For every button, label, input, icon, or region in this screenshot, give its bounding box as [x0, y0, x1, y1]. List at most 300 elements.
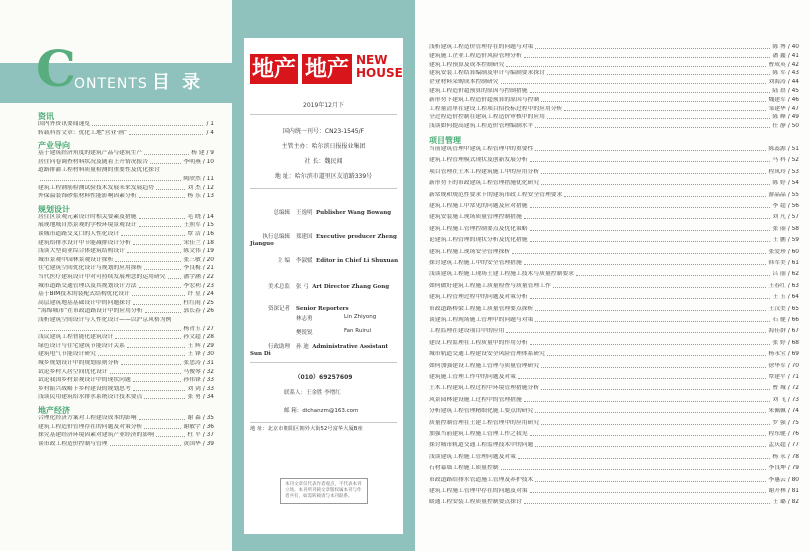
toc-entry[interactable] — [38, 214, 214, 221]
toc-entry[interactable] — [38, 121, 214, 128]
toc-entry-title: 转载科普文章：优化工地“营业·画” — [38, 129, 128, 136]
toc-entry-author: 任 静 — [772, 123, 786, 130]
toc-entry-page: / 20 — [202, 256, 214, 263]
toc-entry-page: / 78 — [787, 453, 799, 460]
toc-entry-title: 居住问卷调查材料状况及随着上升情况报告 — [38, 158, 149, 165]
staff-title: 美术总监 — [267, 284, 290, 290]
toc-entry-page: / 59 — [787, 237, 799, 244]
dot-leader — [535, 442, 766, 447]
toc-entry[interactable] — [429, 249, 799, 256]
toc-entry-author: 徐华军 — [768, 362, 786, 369]
dot-leader — [173, 317, 210, 322]
staff-name-en: Executive producer Zheng Jianguo — [250, 234, 397, 247]
toc-entry-author: 毛 晓 — [187, 213, 201, 220]
dot-leader — [133, 240, 182, 245]
logo-en — [356, 54, 403, 80]
toc-entry-author: 孟庆超 — [768, 442, 786, 449]
toc-entry-page: / 63 — [787, 282, 799, 289]
contents-big-letter: C — [36, 39, 76, 98]
toc-entry[interactable] — [429, 157, 799, 164]
toc-entry-page: / 56 — [787, 203, 799, 209]
toc-entry-author: 杨 永 — [772, 453, 786, 460]
masthead-page — [232, 0, 415, 551]
toc-entry[interactable] — [429, 374, 799, 381]
toc-entry-title: 外保温装饰砂浆材料性能影响因素分析 — [38, 193, 137, 200]
toc-entry[interactable] — [429, 44, 799, 51]
toc-entry-page: / 39 — [202, 440, 214, 447]
reporter-name: 樊锐锐 — [296, 330, 313, 336]
toc-entry[interactable] — [38, 308, 214, 315]
toc-entry-author: 张爱珍 — [768, 248, 786, 255]
toc-entry[interactable] — [38, 159, 214, 166]
toc-entry-title: 基于建筑经济角度的建筑产品与建筑生产 — [38, 150, 143, 157]
staff-row — [250, 284, 400, 291]
toc-entry[interactable] — [38, 231, 214, 238]
toc-entry-title: 谈城市道路交叉口的人性化设计 — [38, 231, 120, 237]
toc-entry[interactable] — [429, 70, 799, 77]
contact-label: 邮 箱： — [284, 408, 303, 414]
info-line: 地 址：哈尔滨市道里区友谊路339号 — [274, 173, 373, 180]
dot-leader — [530, 88, 771, 93]
toc-entry-page: / 22 — [202, 274, 214, 280]
contents-heading-en: ONTENTS — [74, 76, 148, 92]
toc-entry-author: 李惠云 — [768, 476, 786, 483]
toc-entry-title: “海绵城市”在市政道路设计中的应用分析 — [38, 308, 143, 315]
toc-entry-title: 居住区景观元素设计时相关要素及措施 — [38, 213, 137, 220]
toc-entry-title: 工程量清单在建设工程项目招投标过程中的应用分析 — [429, 105, 563, 112]
toc-entry-title: 建筑工程钢筋检测试验技术发展未来发展趋势 — [38, 184, 154, 191]
toc-entry[interactable] — [429, 123, 799, 130]
toc-entry-author: 李 超 — [772, 203, 786, 209]
toc-entry-title: 风景园林建设施工过程中的管理措施 — [429, 396, 522, 403]
toc-entry[interactable] — [38, 283, 214, 290]
toc-entry-title: 浅谈如何提高建筑工程造价管理编制水平 — [429, 123, 534, 130]
info-line: 社 长：魏民闻 — [304, 158, 343, 165]
staff-title: 执行总编辑 — [262, 234, 290, 240]
reporter-name-en: Lin Zhiyong — [344, 314, 377, 320]
toc-entry-title: 绿色设计与住宅建筑节能设计关系 — [38, 342, 125, 349]
toc-entry[interactable] — [429, 62, 799, 69]
toc-entry-page: / 30 — [202, 351, 214, 358]
dot-leader — [162, 167, 210, 172]
toc-entry[interactable] — [429, 317, 799, 324]
toc-entry[interactable] — [429, 271, 799, 278]
dot-leader — [168, 274, 182, 279]
toc-entry-page: / 54 — [787, 180, 799, 187]
staff-row — [250, 234, 400, 248]
staff-row — [250, 344, 400, 358]
dot-leader — [501, 79, 767, 84]
contents-heading-cn: 目 录 — [151, 72, 204, 93]
dot-leader — [541, 180, 770, 185]
info-line: 国内统一刊号：CN23-1545/F — [282, 128, 365, 135]
toc-entry[interactable] — [429, 146, 799, 153]
toc-entry-author: 陈 军 — [772, 70, 786, 77]
staff-name-en: Administrative Assistant Sun Di — [250, 344, 388, 357]
toc-entry-page: / 24 — [202, 291, 214, 298]
dot-leader — [524, 397, 771, 402]
toc-entry-title: 浅析建筑空间设计与人性化设计——以沪京风格为例 — [38, 317, 172, 323]
toc-section-heading: 规划设计 — [38, 204, 70, 214]
dot-leader — [535, 317, 770, 322]
toc-entry-author: 杨 建 — [191, 150, 205, 157]
toc-entry[interactable] — [429, 203, 799, 210]
toc-entry[interactable] — [429, 106, 799, 113]
toc-entry-page: / 52 — [787, 157, 799, 164]
toc-entry-page: / 42 — [787, 61, 799, 68]
dot-leader — [139, 415, 186, 420]
toc-entry-author: 张 勇 — [187, 394, 201, 401]
dot-leader — [535, 408, 766, 413]
toc-entry-page: / 21 — [202, 265, 214, 272]
staff-row — [250, 306, 400, 313]
toc-entry[interactable] — [38, 222, 214, 229]
toc-entry-author: 刘 飞 — [772, 396, 786, 403]
dot-leader — [541, 97, 766, 102]
toc-entry[interactable] — [38, 176, 214, 183]
toc-entry-title: 建筑工程管理模式现状及创新发展分析 — [429, 157, 528, 164]
toc-entry-title: 企业材料采购成本控制研究 — [429, 79, 499, 86]
dot-leader — [139, 283, 182, 288]
toc-entry[interactable] — [38, 334, 214, 341]
dot-leader — [535, 306, 766, 311]
toc-entry-title: 工程监理在建设项目中的应用 — [429, 328, 505, 335]
toc-entry-author: 谢开林 — [768, 488, 786, 494]
toc-entry-title: 建筑工程施工现场安全管理探析 — [429, 248, 511, 255]
divider — [250, 362, 397, 363]
toc-entry-title: 论建筑工程管理的现状分析及优化措施 — [429, 237, 528, 244]
dot-leader — [127, 248, 181, 253]
staff-title: 行政助理 — [267, 344, 290, 350]
toc-entry-author: 陈 婷 — [772, 180, 786, 187]
toc-entry[interactable] — [429, 442, 799, 449]
toc-entry-page: / 80 — [787, 476, 799, 483]
toc-entry-page: / 81 — [787, 488, 799, 494]
toc-entry-author: 杨 乐 — [187, 193, 201, 200]
toc-entry-page: / 46 — [787, 96, 799, 103]
toc-entry[interactable] — [429, 431, 799, 438]
dot-leader — [133, 377, 182, 382]
toc-entry[interactable] — [38, 240, 214, 247]
toc-entry[interactable] — [429, 226, 799, 233]
dot-leader — [547, 114, 770, 119]
toc-entry[interactable] — [38, 274, 214, 281]
toc-entry[interactable] — [38, 369, 214, 376]
toc-entry[interactable] — [429, 180, 799, 187]
toc-entry-title: 高层建筑地基基础设计中的问题探讨 — [38, 299, 131, 306]
toc-entry[interactable] — [38, 150, 214, 157]
toc-entry-page: / 60 — [787, 248, 799, 255]
dot-leader — [553, 283, 767, 288]
toc-entry[interactable] — [429, 408, 799, 415]
toc-entry-title: 建筑工程施工管理中存在的问题及对策 — [429, 488, 528, 494]
toc-entry[interactable] — [429, 294, 799, 301]
dot-leader — [541, 385, 770, 390]
toc-entry-author: 覃建平 — [768, 374, 786, 380]
toc-entry-author: 陈文伟 — [183, 248, 201, 255]
toc-entry-page: / 57 — [787, 214, 799, 221]
dot-leader — [144, 150, 189, 155]
toc-entry[interactable] — [38, 424, 214, 431]
toc-entry[interactable] — [38, 317, 214, 324]
toc-entry-author: 曹成英 — [768, 61, 786, 68]
toc-entry[interactable] — [429, 306, 799, 313]
toc-entry[interactable] — [38, 265, 214, 272]
toc-entry-author: 李明燕 — [183, 158, 201, 165]
staff-name: 孙 迪 — [296, 344, 309, 350]
dot-leader — [518, 454, 770, 459]
toc-entry-author: 王 鹏 — [772, 237, 786, 244]
toc-entry-author: 程凤玲 — [768, 168, 786, 175]
toc-entry[interactable] — [429, 351, 799, 358]
toc-entry-title: 分析建筑工程管理精细化施工要点的研究 — [429, 408, 534, 415]
toc-entry-page: / 41 — [787, 52, 799, 59]
toc-entry-page: / 45 — [787, 88, 799, 94]
toc-entry-page: / 66 — [787, 317, 799, 323]
toc-entry[interactable] — [38, 432, 214, 439]
contact-row — [284, 390, 434, 397]
dot-leader — [564, 192, 766, 197]
toc-entry-author: 许 星 — [187, 291, 201, 298]
toc-entry-page: / 10 — [202, 158, 214, 165]
toc-entry-page: / 65 — [787, 305, 799, 312]
toc-entry-page: / 53 — [787, 168, 799, 175]
dot-leader — [530, 157, 771, 162]
toc-entry[interactable] — [429, 214, 799, 221]
staff-title: 总编辑 — [273, 210, 290, 216]
toc-entry-title: 建筑工程预算及成本控制研究 — [429, 61, 505, 68]
toc-entry-page: / 12 — [202, 184, 214, 191]
dot-leader — [144, 424, 181, 429]
toc-entry-page: / 82 — [787, 499, 799, 506]
toc-entry-title: 浅谈大型商业综合体建筑结构设计 — [38, 248, 125, 255]
contents-heading — [74, 68, 203, 94]
toc-entry-author: 杨青玉 — [183, 325, 201, 332]
dot-leader — [524, 214, 771, 219]
toc-entry-title: 新形势下建筑工程造价超预算的原因与控制 — [429, 96, 540, 103]
toc-entry-author: 程东健 — [768, 431, 786, 437]
staff-title: 主 编 — [277, 258, 290, 264]
toc-entry[interactable] — [429, 499, 799, 506]
toc-entry-page: / 1 — [206, 121, 214, 127]
toc-entry[interactable] — [38, 185, 214, 192]
toc-entry-title: 项目管理在土木工程建筑施工中的应用分析 — [429, 168, 540, 175]
toc-entry-author: 张三敏 — [183, 256, 201, 263]
toc-entry[interactable] — [429, 260, 799, 267]
toc-entry[interactable] — [429, 363, 799, 370]
toc-entry-page: / 19 — [202, 248, 214, 255]
toc-entry-author: 陆 晨 — [772, 88, 786, 94]
dot-leader — [139, 222, 182, 227]
toc-entry-author: 刘海涛 — [768, 79, 786, 86]
toc-entry[interactable] — [38, 326, 214, 333]
dot-leader — [530, 226, 771, 231]
toc-entry-page: / 62 — [787, 271, 799, 278]
toc-entry-author: 王 璐 — [772, 499, 786, 506]
toc-entry-title: 如何做好建筑工程施工质量检查与质量管理工作 — [429, 282, 551, 289]
toc-entry-author: 刘 剑 — [187, 385, 201, 392]
toc-entry-author: 王照军 — [183, 222, 201, 229]
dot-leader — [535, 123, 770, 128]
toc-entry-page: / 40 — [787, 44, 799, 50]
toc-entry-title: 建筑工程管理过程中的问题及对策分析 — [429, 294, 528, 301]
toc-entry-title: 城乡规划设计中的规划原则分析 — [38, 360, 120, 366]
toc-entry-author: 马 科 — [772, 157, 786, 164]
toc-entry-author: 杜 平 — [187, 432, 201, 439]
toc-entry-title: 乡村振兴战略下乡村建设的规划思考 — [38, 385, 131, 392]
toc-entry[interactable] — [429, 420, 799, 427]
toc-entry[interactable] — [38, 386, 214, 393]
toc-entry-author: 杨永宝 — [768, 351, 786, 358]
dot-leader — [535, 477, 766, 482]
dot-leader — [541, 420, 770, 425]
dot-leader — [524, 499, 771, 504]
toc-entry-title: 浅析建筑工程造价管理存在的问题与对策 — [429, 44, 534, 50]
toc-entry[interactable] — [38, 343, 214, 350]
toc-entry-title: 市政道路桥梁工程施工质量管理要点探析 — [429, 305, 534, 312]
dot-leader — [121, 360, 181, 365]
toc-entry[interactable] — [38, 130, 214, 137]
dot-leader — [139, 193, 186, 198]
left-toc-page — [0, 0, 232, 551]
toc-entry[interactable] — [429, 397, 799, 404]
toc-entry[interactable] — [429, 237, 799, 244]
toc-entry[interactable] — [429, 88, 799, 95]
toc-entry-author: 谢 森 — [187, 415, 201, 421]
toc-entry-author: 陶欣然 — [183, 176, 201, 182]
staff-name-en: Publisher Wang Bowang — [316, 210, 392, 216]
toc-entry[interactable] — [38, 394, 214, 401]
toc-entry[interactable] — [38, 377, 214, 384]
toc-entry-page: / 55 — [787, 191, 799, 198]
toc-entry-title: 展现地域自然景观的学校环境景观设计 — [38, 222, 137, 229]
toc-entry-title: 建筑工程造价管理存在的问题及对策分析 — [38, 423, 143, 430]
toc-entry-title: 暖通工程安装工程质量控制要点探讨 — [429, 499, 522, 506]
toc-entry-title: 新形势下的市政建筑工程管理措施优化研究 — [429, 180, 540, 187]
toc-entry-page: / 74 — [787, 408, 799, 415]
dot-leader — [40, 326, 181, 331]
toc-entry-title: 全过程造价控制在建筑工程造价审核中的应用 — [429, 114, 545, 121]
toc-entry-title: 城市景观中园林景观设计探析 — [38, 256, 114, 263]
toc-entry[interactable] — [38, 415, 214, 422]
toc-section-heading: 地产经济 — [38, 406, 70, 415]
toc-entry-title: 谈建筑工程现场施工管理中的问题与对策 — [429, 317, 534, 323]
toc-entry-author: 张 丽 — [772, 225, 786, 232]
dot-leader — [530, 203, 771, 208]
toc-entry-title: 建筑工程施工管理控制要点及优化策略 — [429, 225, 528, 232]
staff-row — [250, 258, 400, 265]
toc-entry[interactable] — [429, 340, 799, 347]
toc-entry-page: / 73 — [787, 396, 799, 403]
toc-entry-title: 建设工程监理在工程质量中的作用分析 — [429, 339, 528, 346]
toc-entry-author: 魏建军 — [768, 96, 786, 103]
toc-entry-page: / 16 — [202, 231, 214, 237]
dot-leader — [576, 271, 770, 276]
toc-entry[interactable] — [429, 477, 799, 484]
toc-entry-author: 杜红雨 — [183, 299, 201, 306]
toc-entry-author: 刘 凡 — [772, 214, 786, 221]
toc-entry[interactable] — [429, 465, 799, 472]
toc-entry-title: 建筑工程施工中常见的问题及应对措施 — [429, 203, 528, 209]
toc-entry[interactable] — [429, 283, 799, 290]
toc-entry-page: / 58 — [787, 225, 799, 232]
toc-entry-page: / 69 — [787, 351, 799, 358]
logo-block-2: 地产 — [302, 54, 352, 84]
toc-entry-page: / 14 — [202, 213, 214, 220]
toc-entry[interactable] — [38, 167, 214, 174]
toc-entry[interactable] — [429, 169, 799, 176]
toc-entry[interactable] — [429, 454, 799, 461]
dot-leader — [144, 265, 181, 270]
toc-entry-title: 如何加强建设工程施工管理与质量管理研究 — [429, 362, 540, 369]
toc-entry[interactable] — [429, 328, 799, 335]
toc-entry-title: 建筑安装工程结算编制及审计与编制要求探讨 — [429, 70, 545, 77]
toc-entry[interactable] — [38, 248, 214, 255]
toc-entry-page: / 29 — [202, 342, 214, 349]
toc-entry-page: / 61 — [787, 260, 799, 266]
issue-date: 2019年12月下 — [303, 102, 344, 109]
dot-leader — [530, 488, 767, 493]
toc-entry[interactable] — [429, 97, 799, 104]
toc-entry[interactable] — [38, 351, 214, 358]
toc-entry-title: 建筑给排水设计中节能减排设计分析 — [38, 239, 131, 246]
staff-name: 李淑媛 — [296, 258, 313, 264]
toc-entry-author: 石 健 — [772, 317, 786, 323]
toc-entry[interactable] — [429, 53, 799, 60]
toc-entry[interactable] — [429, 192, 799, 199]
toc-entry[interactable] — [38, 441, 214, 448]
contact-email: dichanzm@163.com — [302, 408, 359, 414]
toc-entry[interactable] — [38, 257, 214, 264]
toc-entry-title: 建筑工程造价超预算的原因与控制措施 — [429, 88, 528, 94]
toc-entry-page: / 11 — [202, 176, 214, 182]
toc-entry[interactable] — [38, 300, 214, 307]
toc-entry-title: 基于BIM技术的装配式结构优化设计 — [38, 291, 130, 298]
toc-entry[interactable] — [429, 79, 799, 86]
toc-entry-page: / 71 — [787, 374, 799, 380]
dot-leader — [133, 300, 182, 305]
dot-leader — [139, 214, 186, 219]
toc-entry-title: 城市道路交通管理以及其规划设计方法 — [38, 282, 137, 289]
logo-block-1: 地产 — [251, 56, 296, 82]
staff-row — [250, 210, 400, 217]
toc-entry-page: / 72 — [787, 385, 799, 392]
toc-entry-title: 谈市政工程造价控制与管理 — [38, 440, 108, 447]
dot-leader — [127, 343, 185, 348]
toc-entry[interactable] — [429, 488, 799, 495]
dot-leader — [115, 334, 181, 339]
toc-entry[interactable] — [429, 114, 799, 121]
toc-entry-title: 浅谈建筑工程施工现场土建工程施工技术与质量控制要求 — [429, 271, 574, 278]
toc-entry-author: 王汉美 — [768, 305, 786, 312]
toc-entry-page: / 76 — [787, 431, 799, 437]
reporter-name: 林志勇 — [296, 316, 313, 322]
dot-leader — [530, 294, 771, 299]
toc-entry-page: / 35 — [202, 415, 214, 421]
dot-leader — [506, 62, 766, 67]
toc-entry-author: 王 玉 — [772, 294, 786, 301]
logo-en-line-2: HOUSE — [356, 66, 403, 80]
dot-leader — [98, 351, 185, 356]
toc-entry-author: 黄国华 — [183, 440, 201, 447]
toc-entry[interactable] — [38, 291, 214, 298]
toc-entry-author: 李宏利 — [183, 282, 201, 289]
divider — [250, 114, 397, 115]
toc-entry[interactable] — [429, 385, 799, 392]
toc-entry[interactable] — [38, 360, 214, 367]
toc-entry[interactable] — [38, 193, 214, 200]
dot-leader — [156, 432, 185, 437]
